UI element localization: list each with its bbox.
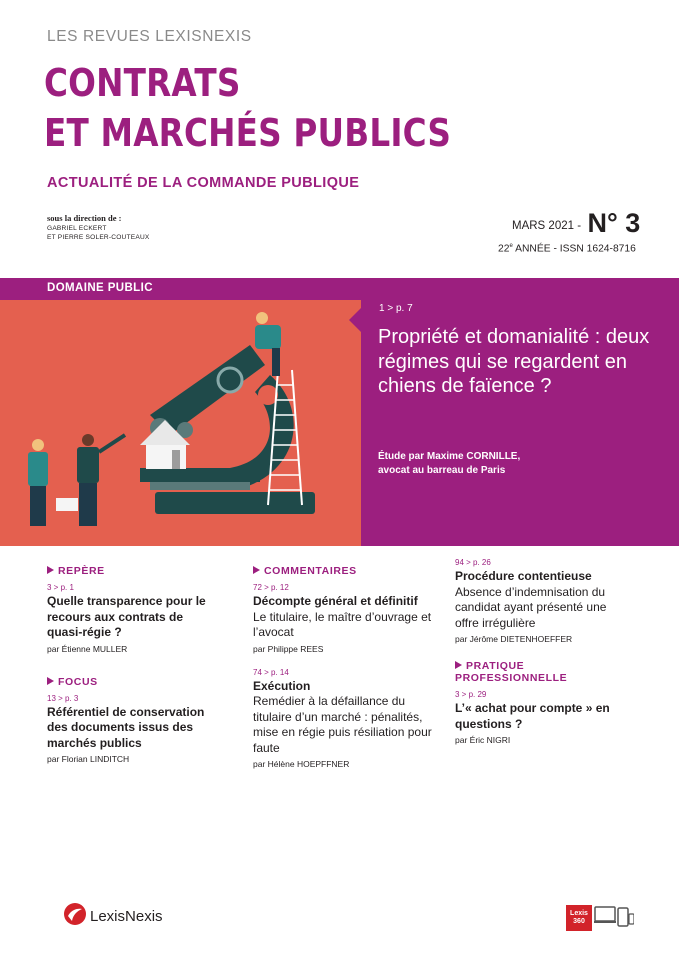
section-commentaires-label: COMMENTAIRES xyxy=(264,565,357,577)
devices-icon xyxy=(594,905,634,931)
article-ref: 13 > p. 3 xyxy=(47,693,79,703)
issue-number: N° 3 xyxy=(587,208,641,238)
section-focus xyxy=(47,676,227,688)
briefcase xyxy=(56,498,78,511)
issue-info xyxy=(512,208,640,239)
triangle-icon xyxy=(253,566,260,574)
triangle-icon xyxy=(47,677,54,685)
feature-band xyxy=(0,278,679,546)
section-commentaires xyxy=(253,565,433,577)
article-author: par Étienne MULLER xyxy=(47,643,128,654)
article-author: par Jérôme DIETENHOEFFER xyxy=(455,634,573,644)
lexis360-badge xyxy=(566,905,592,931)
climber-leg xyxy=(272,348,280,376)
director-1: GABRIEL ECKERT xyxy=(47,225,107,232)
article-body: Remédier à la défaillance du titulaire d’un marché : pénalités, mise en régie puis résiliation pour faute xyxy=(253,694,432,755)
triangle-icon xyxy=(455,661,462,669)
man1-body xyxy=(28,452,48,486)
climber-body xyxy=(255,325,281,349)
section-tab-label: DOMAINE PUBLIC xyxy=(47,282,153,294)
direction-label: sous la direction de : xyxy=(47,213,122,223)
microscope-wheel xyxy=(218,368,242,392)
article-ref: 74 > p. 14 xyxy=(253,667,289,677)
column-3 xyxy=(455,558,625,745)
section-pratique xyxy=(455,660,625,684)
article-author: par Philippe REES xyxy=(253,643,324,654)
section-pratique-label: PRATIQUE xyxy=(466,660,525,672)
column-1 xyxy=(47,565,227,764)
lexisnexis-logo-icon xyxy=(63,902,87,926)
issue-date: MARS 2021 - xyxy=(512,220,582,232)
microscope-illustration xyxy=(0,300,361,546)
badge-line2: 360 xyxy=(573,918,585,925)
year-issn xyxy=(498,243,636,254)
badge-line1: Lexis xyxy=(570,910,588,917)
year-num: 22 xyxy=(498,243,510,255)
article-ref: 3 > p. 29 xyxy=(455,690,487,699)
man2-body xyxy=(77,447,99,483)
section-repere xyxy=(47,565,227,577)
section-pratique-line2: PROFESSIONNELLE xyxy=(455,672,568,684)
article-author: par Florian LINDITCH xyxy=(47,754,130,764)
column-2 xyxy=(253,565,433,769)
house-door xyxy=(172,450,180,469)
feature-notch xyxy=(349,308,361,332)
article-author: par Éric NIGRI xyxy=(455,735,511,745)
journal-subtitle: ACTUALITÉ DE LA COMMANDE PUBLIQUE xyxy=(47,175,360,191)
section-tab xyxy=(0,278,361,300)
article-body: Absence d’indemnisation du candidat ayant présenté une offre irrégulière xyxy=(455,584,607,630)
feature-article xyxy=(361,278,679,546)
article-title: Référentiel de conservation des documents issus des marchés publics xyxy=(47,704,205,750)
cover-illustration xyxy=(0,278,361,546)
climber-head xyxy=(256,312,268,324)
section-focus-label: FOCUS xyxy=(58,675,98,688)
ladder-rail-right xyxy=(292,370,302,505)
microscope-stage xyxy=(140,468,260,482)
microscope-stage-rim xyxy=(150,482,250,490)
feature-ref: 1 > p. 7 xyxy=(379,303,413,314)
article-title: Quelle transparence pour le recours aux contrats de quasi-régie ? xyxy=(47,594,206,639)
article-body: Le titulaire, le maître d’ouvrage et l’avocat xyxy=(253,609,432,639)
article-title: Procédure contentieuse xyxy=(455,569,592,583)
feature-title: Propriété et domanialité : deux régimes qui se regardent en chiens de faïence ? xyxy=(378,326,650,397)
article-title: Décompte général et définitif xyxy=(253,594,418,608)
man1-legs xyxy=(30,486,46,526)
triangle-icon xyxy=(47,566,54,574)
director-2: ET PIERRE SOLER-COUTEAUX xyxy=(47,234,150,241)
year-sup: e xyxy=(509,243,513,249)
series-name: LES REVUES LEXISNEXIS xyxy=(47,28,252,45)
man2-legs xyxy=(79,483,97,526)
article-author: par Hélène HOEPFFNER xyxy=(253,759,350,769)
article-title: L’« achat pour compte » en questions ? xyxy=(455,701,610,731)
microscope-base xyxy=(155,492,315,514)
journal-title xyxy=(44,58,451,158)
man2-arm xyxy=(99,435,125,452)
year-rest: ANNÉE - ISSN 1624-8716 xyxy=(512,243,636,255)
section-pratique-line1 xyxy=(455,660,625,672)
feature-author-line2: avocat au barreau de Paris xyxy=(378,465,506,476)
publisher-name: LexisNexis xyxy=(90,908,163,925)
feature-author xyxy=(378,450,658,478)
feature-author-line1: Étude par Maxime CORNILLE, xyxy=(378,451,521,462)
journal-title-line2: ET MARCHÉS PUBLICS xyxy=(44,111,452,155)
man1-head xyxy=(32,439,44,451)
section-repere-label: REPÈRE xyxy=(58,565,105,577)
directors xyxy=(47,224,150,242)
journal-title-line1: CONTRATS xyxy=(44,61,241,105)
man2-head xyxy=(82,434,94,446)
article-ref: 3 > p. 1 xyxy=(47,583,74,592)
article-ref: 72 > p. 12 xyxy=(253,583,289,592)
article-title: Exécution xyxy=(253,678,311,693)
article-ref: 94 > p. 26 xyxy=(455,558,491,567)
